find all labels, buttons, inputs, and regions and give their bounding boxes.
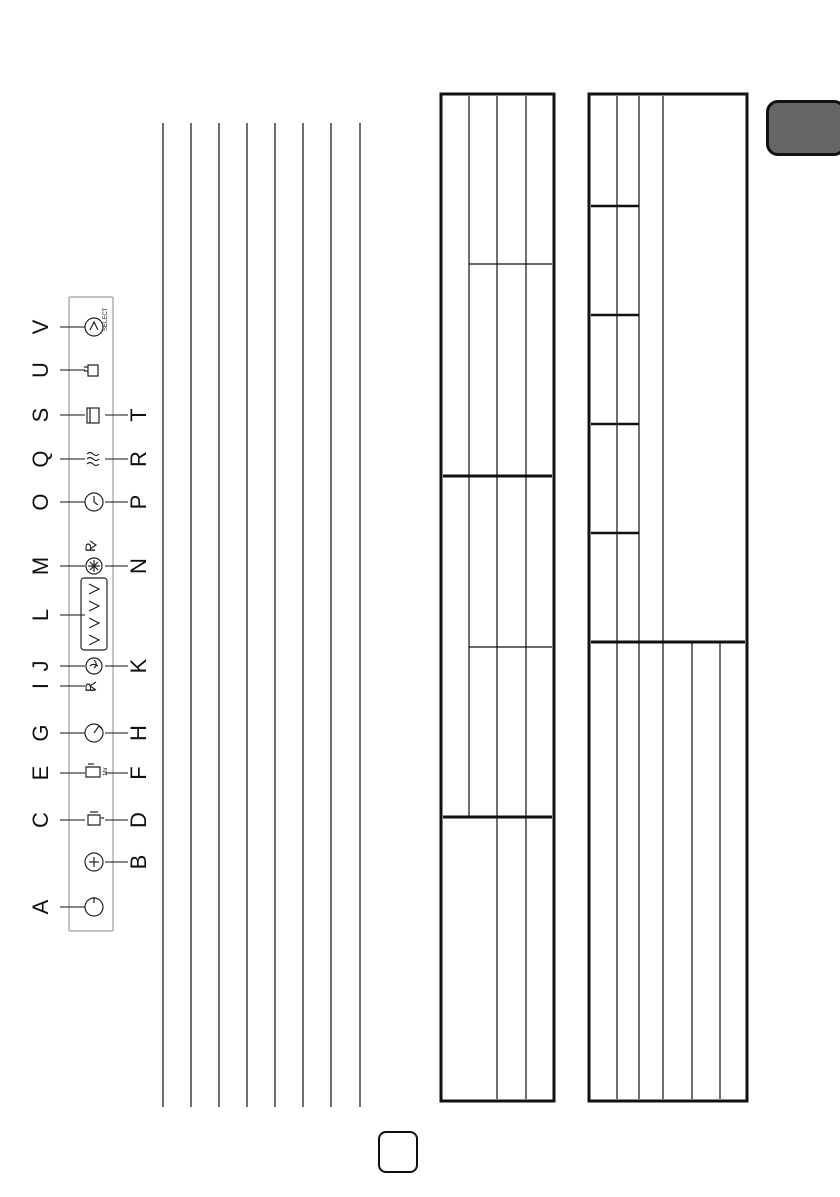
callout-h: H — [126, 725, 151, 741]
middle-table — [441, 94, 554, 1101]
callout-m: M — [28, 556, 53, 576]
callout-n: N — [126, 558, 151, 574]
hour-label: 1hr — [103, 767, 109, 776]
callout-r: R — [126, 451, 151, 467]
callout-s: S — [28, 407, 53, 423]
callout-t: T — [126, 408, 151, 422]
right-table — [589, 94, 747, 1101]
callout-j: J — [28, 660, 53, 672]
callout-q: Q — [28, 450, 53, 468]
program-right-label: P — [82, 542, 98, 552]
callout-e: E — [28, 765, 53, 781]
callout-a: A — [28, 899, 53, 915]
callout-g: G — [28, 724, 53, 742]
callout-l: L — [28, 608, 53, 622]
fan-right-icon — [86, 558, 102, 574]
callout-i: I — [28, 682, 53, 690]
callout-o: O — [28, 493, 53, 511]
ruled-lines — [163, 123, 360, 1107]
callout-c: C — [28, 812, 53, 828]
right-table-frame — [589, 94, 747, 1101]
callout-d: D — [126, 812, 151, 828]
program-prev-icon — [82, 682, 98, 692]
select-label: SELECT — [103, 307, 109, 331]
callout-f: F — [126, 766, 151, 780]
program-left-label: P — [82, 682, 98, 692]
callout-k: K — [126, 658, 151, 674]
page-number-box — [378, 1131, 418, 1173]
callout-u: U — [28, 362, 53, 378]
language-tab — [766, 100, 840, 156]
control-panel-diagram — [28, 297, 151, 931]
callout-p: P — [126, 494, 151, 510]
callout-b: B — [126, 854, 151, 870]
callout-v: V — [28, 319, 53, 335]
